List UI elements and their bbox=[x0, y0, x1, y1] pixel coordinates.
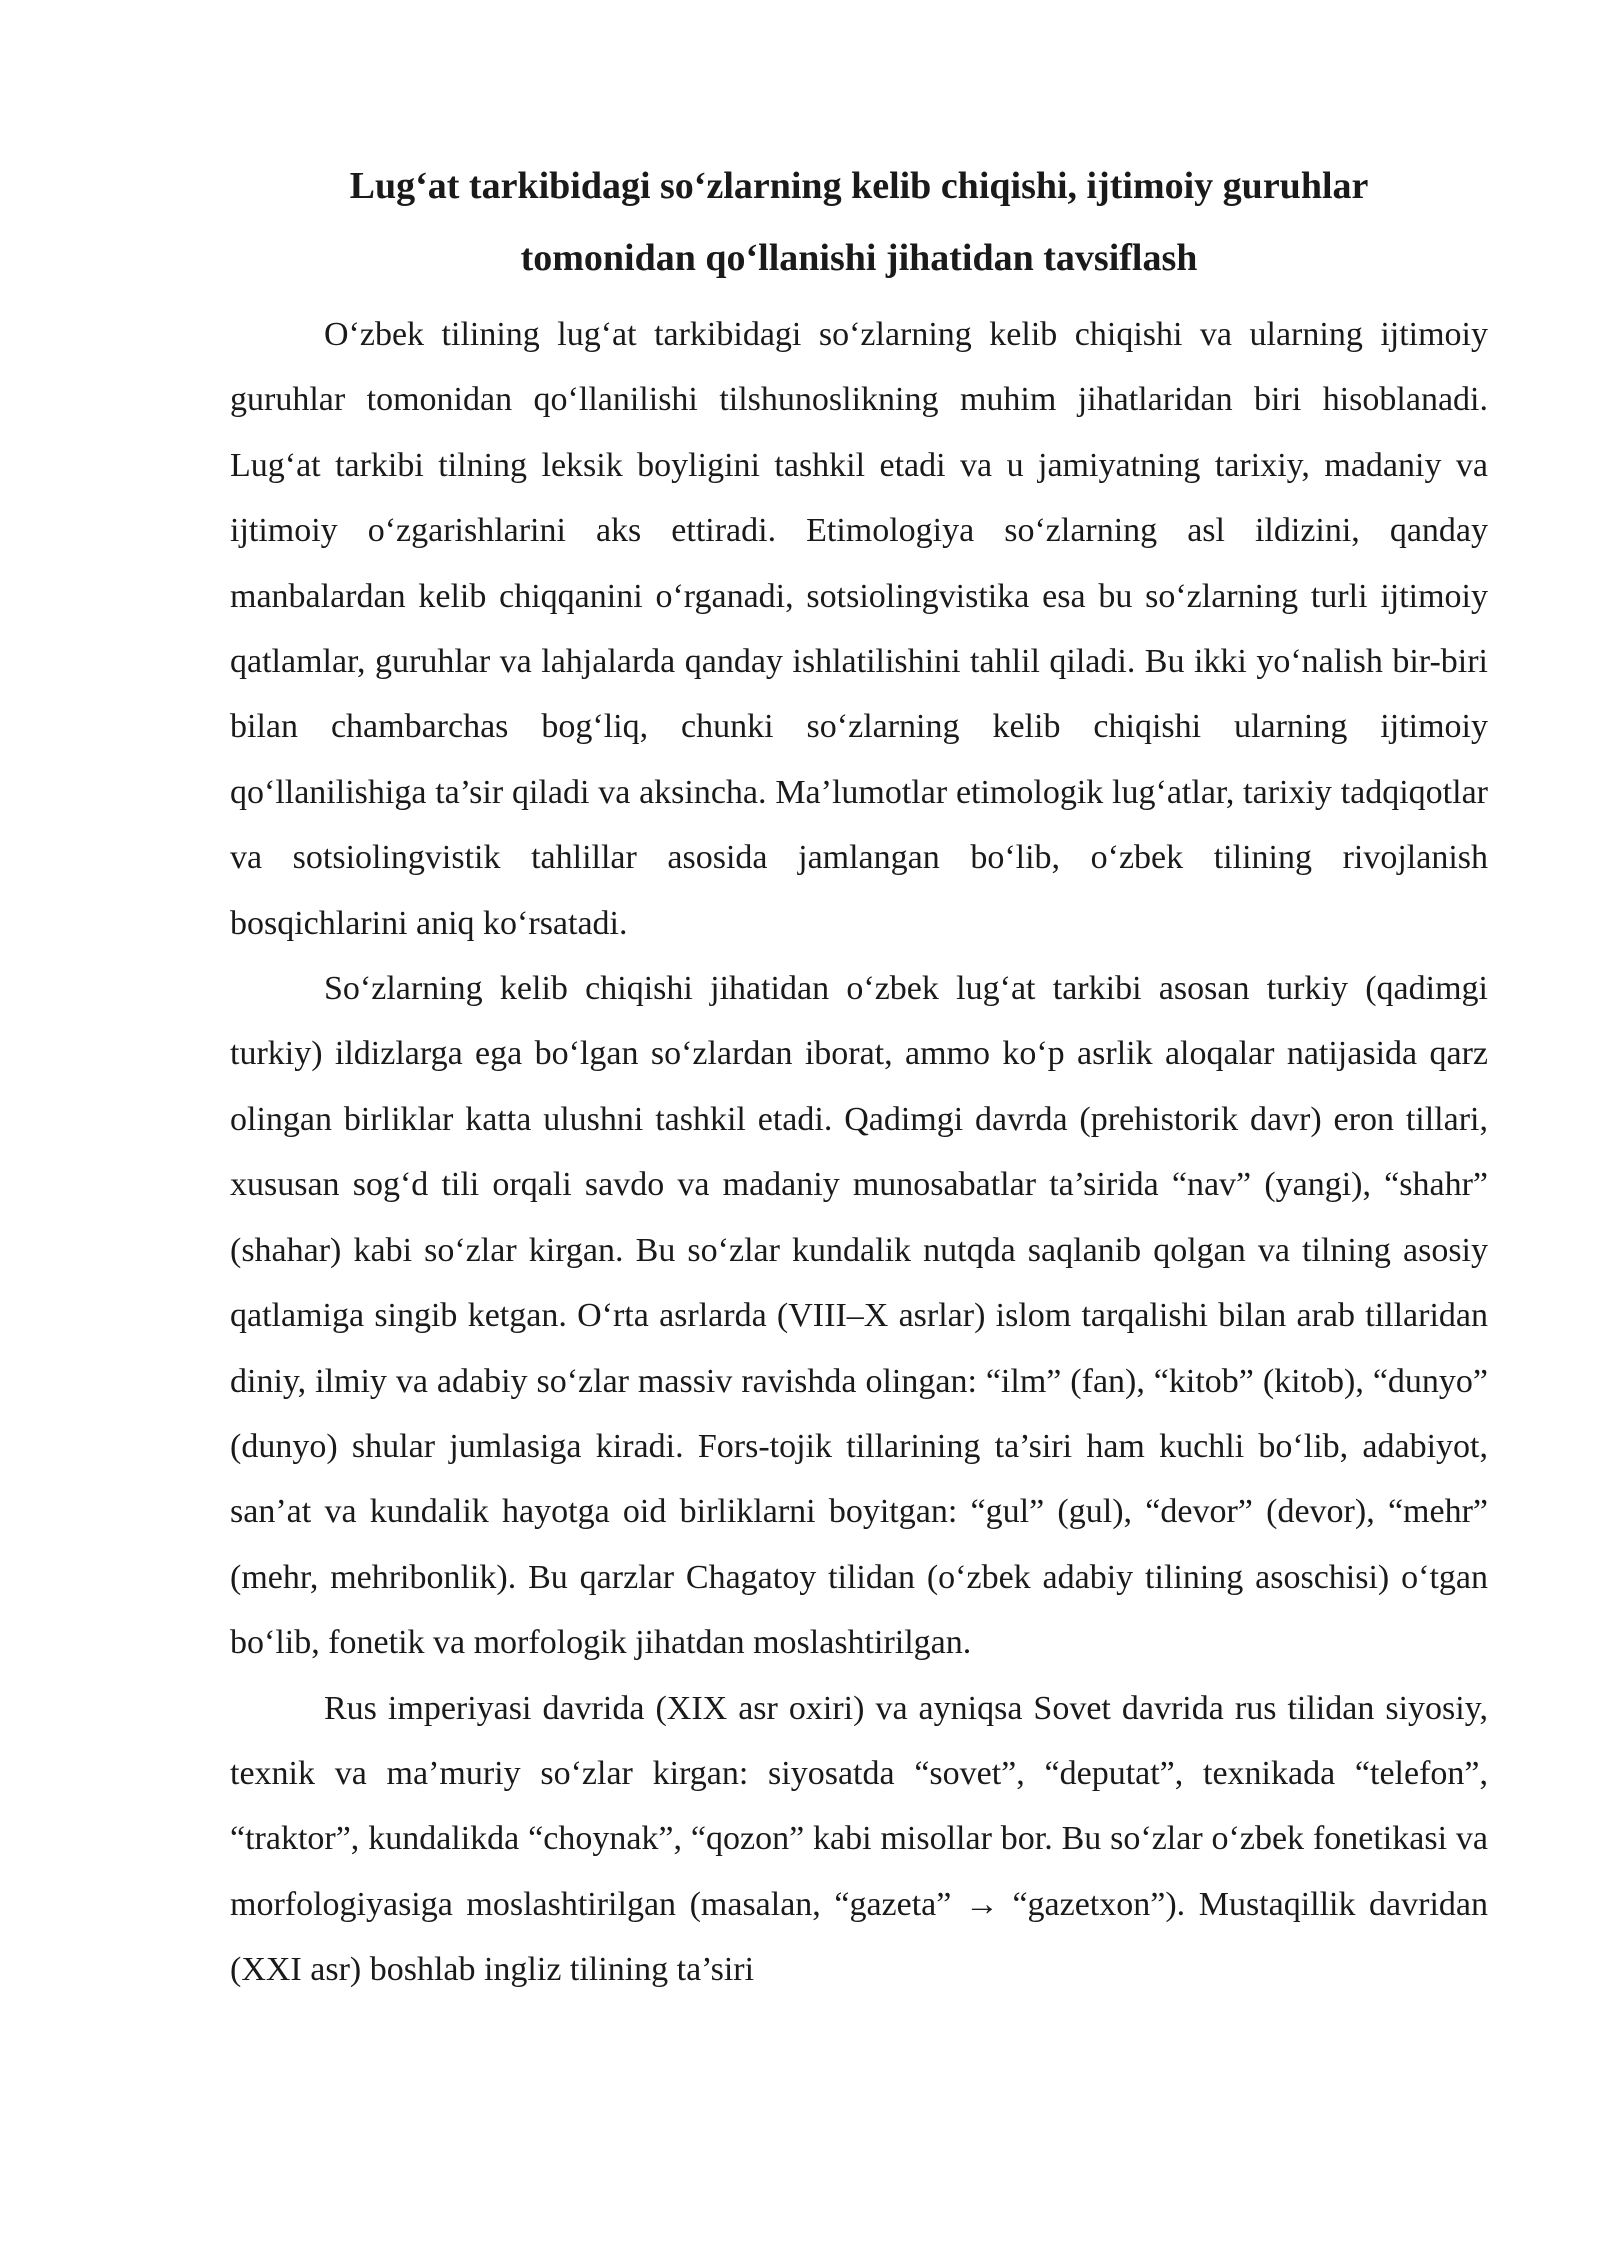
document-title bbox=[230, 150, 1488, 294]
paragraph-1: O‘zbek tilining lug‘at tarkibidagi so‘zlarning kelib chiqishi va ularning ijtimoiy guruhlar tomonidan qo‘llanilishi tilshunoslikning muhim jihatlaridan biri hisoblanadi. Lug‘at tarkibi tilning leksik boyligini tashkil etadi va u jamiyatning tarixiy, madaniy va ijtimoiy o‘zgarishlarini aks ettiradi. Etimologiya so‘zlarning asl ildizini, qanday manbalardan kelib chiqqanini o‘rganadi, sotsiolingvistika esa bu so‘zlarning turli ijtimoiy qatlamlar, guruhlar va lahjalarda qanday ishlatilishini tahlil qiladi. Bu ikki yo‘nalish bir-biri bilan chambarchas bog‘liq, chunki so‘zlarning kelib chiqishi ularning ijtimoiy qo‘llanilishiga ta’sir qiladi va aksincha. Ma’lumotlar etimologik lug‘atlar, tarixiy tadqiqotlar va sotsiolingvistik tahlillar asosida jamlangan bo‘lib, o‘zbek tilining rivojlanish bosqichlarini aniq ko‘rsatadi. bbox=[230, 316, 1488, 942]
document-page bbox=[230, 150, 1488, 2003]
title-line-2: tomonidan qo‘llanishi jihatidan tavsiflash bbox=[520, 237, 1198, 279]
title-line-1: Lug‘at tarkibidagi so‘zlarning kelib chiqishi, ijtimoiy guruhlar bbox=[349, 165, 1369, 207]
paragraph-2: So‘zlarning kelib chiqishi jihatidan o‘zbek lug‘at tarkibi asosan turkiy (qadimgi turkiy) ildizlarga ega bo‘lgan so‘zlardan iborat, ammo ko‘p asrlik aloqalar natijasida qarz olingan birliklar katta ulushni tashkil etadi. Qadimgi davrda (prehistorik davr) eron tillari, xususan sog‘d tili orqali savdo va madaniy munosabatlar ta’sirida “nav” (yangi), “shahr” (shahar) kabi so‘zlar kirgan. Bu so‘zlar kundalik nutqda saqlanib qolgan va tilning asosiy qatlamiga singib ketgan. O‘rta asrlarda (VIII–X asrlar) islom tarqalishi bilan arab tillaridan diniy, ilmiy va adabiy so‘zlar massiv ravishda olingan: “ilm” (fan), “kitob” (kitob), “dunyo” (dunyo) shular jumlasiga kiradi. Fors-tojik tillarining ta’siri ham kuchli bo‘lib, adabiyot, san’at va kundalik hayotga oid birliklarni boyitgan: “gul” (gul), “devor” (devor), “mehr” (mehr, mehribonlik). Bu qarzlar Chagatoy tilidan (o‘zbek adabiy tilining asoschisi) o‘tgan bo‘lib, fonetik va morfologik jihatdan moslashtirilgan. bbox=[230, 970, 1488, 1662]
paragraph-3: Rus imperiyasi davrida (XIX asr oxiri) va ayniqsa Sovet davrida rus tilidan siyosiy, texnik va ma’muriy so‘zlar kirgan: siyosatda “sovet”, “deputat”, texnikada “telefon”, “traktor”, kundalikda “choynak”, “qozon” kabi misollar bor. Bu so‘zlar o‘zbek fonetikasi va morfologiyasiga moslashtirilgan (masalan, “gazeta” → “gazetxon”). Mustaqillik davridan (XXI asr) boshlab ingliz tilining ta’siri bbox=[230, 1689, 1488, 1989]
